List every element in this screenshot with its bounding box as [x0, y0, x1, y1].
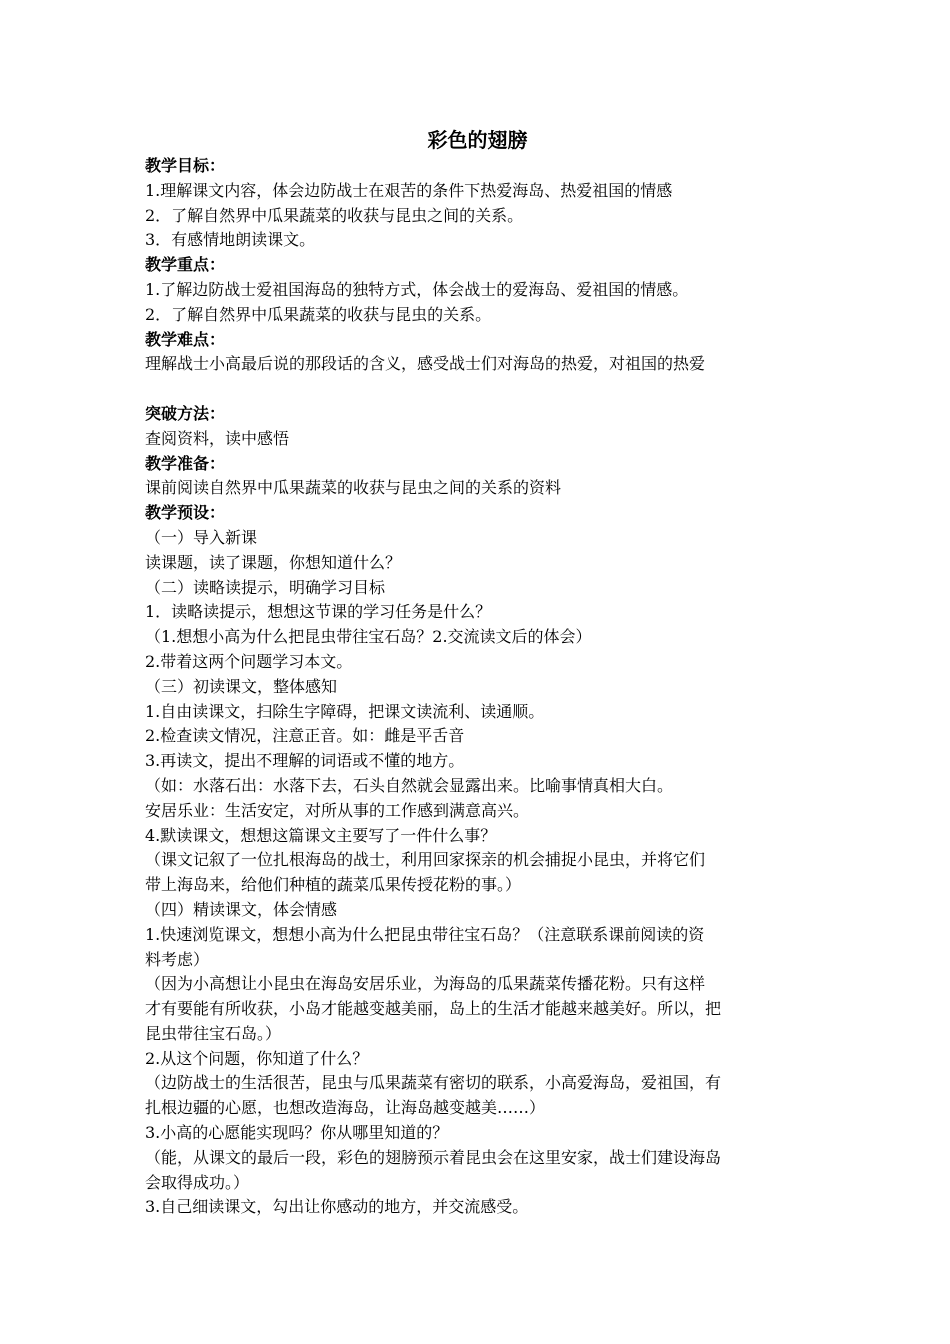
text-line: （课文记叙了一位扎根海岛的战士，利用回家探亲的机会捕捉小昆虫，并将它们 [145, 850, 706, 870]
text-line: 1.了解边防战士爱祖国海岛的独特方式，体会战士的爱海岛、爱祖国的情感。 [145, 279, 689, 299]
text-line: （边防战士的生活很苦，昆虫与瓜果蔬菜有密切的联系，小高爱海岛，爱祖国，有 [145, 1073, 722, 1093]
text-line: 理解战士小高最后说的那段话的含义，感受战士们对海岛的热爱，对祖国的热爱 [145, 354, 706, 374]
document-title: 彩色的翅膀 [427, 128, 528, 152]
section-heading: 突破方法： [145, 403, 226, 423]
text-line: 2.检查读文情况，注意正音。如：雌是平舌音 [145, 726, 465, 746]
text-line: （能，从课文的最后一段，彩色的翅膀预示着昆虫会在这里安家，战士们建设海岛 [145, 1147, 722, 1167]
text-line: （一）导入新课 [145, 527, 258, 547]
text-line: 3.再读文，提出不理解的词语或不懂的地方。 [145, 751, 465, 771]
text-line: （四）精读课文，体会情感 [145, 899, 338, 919]
text-line: 安居乐业：生活安定，对所从事的工作感到满意高兴。 [145, 800, 530, 820]
text-line: 课前阅读自然界中瓜果蔬菜的收获与昆虫之间的关系的资料 [145, 478, 562, 498]
text-line: 会取得成功。） [145, 1172, 250, 1192]
text-line: （如：水落石出：水落下去，石头自然就会显露出来。比喻事情真相大白。 [145, 775, 674, 795]
text-line: （三）初读课文，整体感知 [145, 676, 338, 696]
text-line: 4.默读课文，想想这篇课文主要写了一件什么事？ [145, 825, 497, 845]
section-heading: 教学难点： [145, 329, 226, 349]
text-line: 1.自由读课文，扫除生字障碍，把课文读流利、读通顺。 [145, 701, 545, 721]
text-line: 2．了解自然界中瓜果蔬菜的收获与昆虫的关系。 [145, 304, 492, 324]
text-line: 读课题，读了课题，你想知道什么？ [145, 552, 402, 572]
text-line: （二）读略读提示，明确学习目标 [145, 577, 386, 597]
text-line: 才有要能有所收获，小岛才能越变越美丽，岛上的生活才能越来越美好。所以，把 [145, 999, 722, 1019]
text-line: 1.理解课文内容，体会边防战士在艰苦的条件下热爱海岛、热爱祖国的情感 [145, 180, 673, 200]
text-line: 查阅资料，读中感悟 [145, 428, 290, 448]
section-heading: 教学目标： [145, 156, 226, 175]
text-line: 1.快速浏览课文，想想小高为什么把昆虫带往宝石岛？（注意联系课前阅读的资 [145, 924, 705, 944]
text-line: 3.自己细读课文，勾出让你感动的地方，并交流感受。 [145, 1197, 529, 1217]
text-line: 3．有感情地朗读课文。 [145, 230, 316, 250]
text-line: 扎根边疆的心愿，也想改造海岛，让海岛越变越美……） [145, 1098, 546, 1118]
text-line: （1.想想小高为什么把昆虫带往宝石岛？2.交流读文后的体会） [145, 627, 592, 647]
text-line: 2.从这个问题，你知道了什么？ [145, 1048, 369, 1068]
blank-line [145, 377, 810, 402]
text-line: 3.小高的心愿能实现吗？你从哪里知道的？ [145, 1123, 449, 1143]
document-body [145, 126, 810, 1220]
text-line: 2．了解自然界中瓜果蔬菜的收获与昆虫之间的关系。 [145, 205, 524, 225]
section-heading: 教学准备： [145, 453, 226, 473]
text-line: 1．读略读提示，想想这节课的学习任务是什么？ [145, 602, 492, 622]
text-line: 带上海岛来，给他们种植的蔬菜瓜果传授花粉的事。） [145, 875, 522, 895]
text-line: 2.带着这两个问题学习本文。 [145, 651, 353, 671]
section-heading: 教学重点： [145, 255, 226, 275]
text-line: 昆虫带往宝石岛。） [145, 1023, 282, 1043]
section-heading: 教学预设： [145, 503, 226, 523]
text-line: （因为小高想让小昆虫在海岛安居乐业，为海岛的瓜果蔬菜传播花粉。只有这样 [145, 974, 706, 994]
text-line: 料考虑） [145, 949, 210, 969]
